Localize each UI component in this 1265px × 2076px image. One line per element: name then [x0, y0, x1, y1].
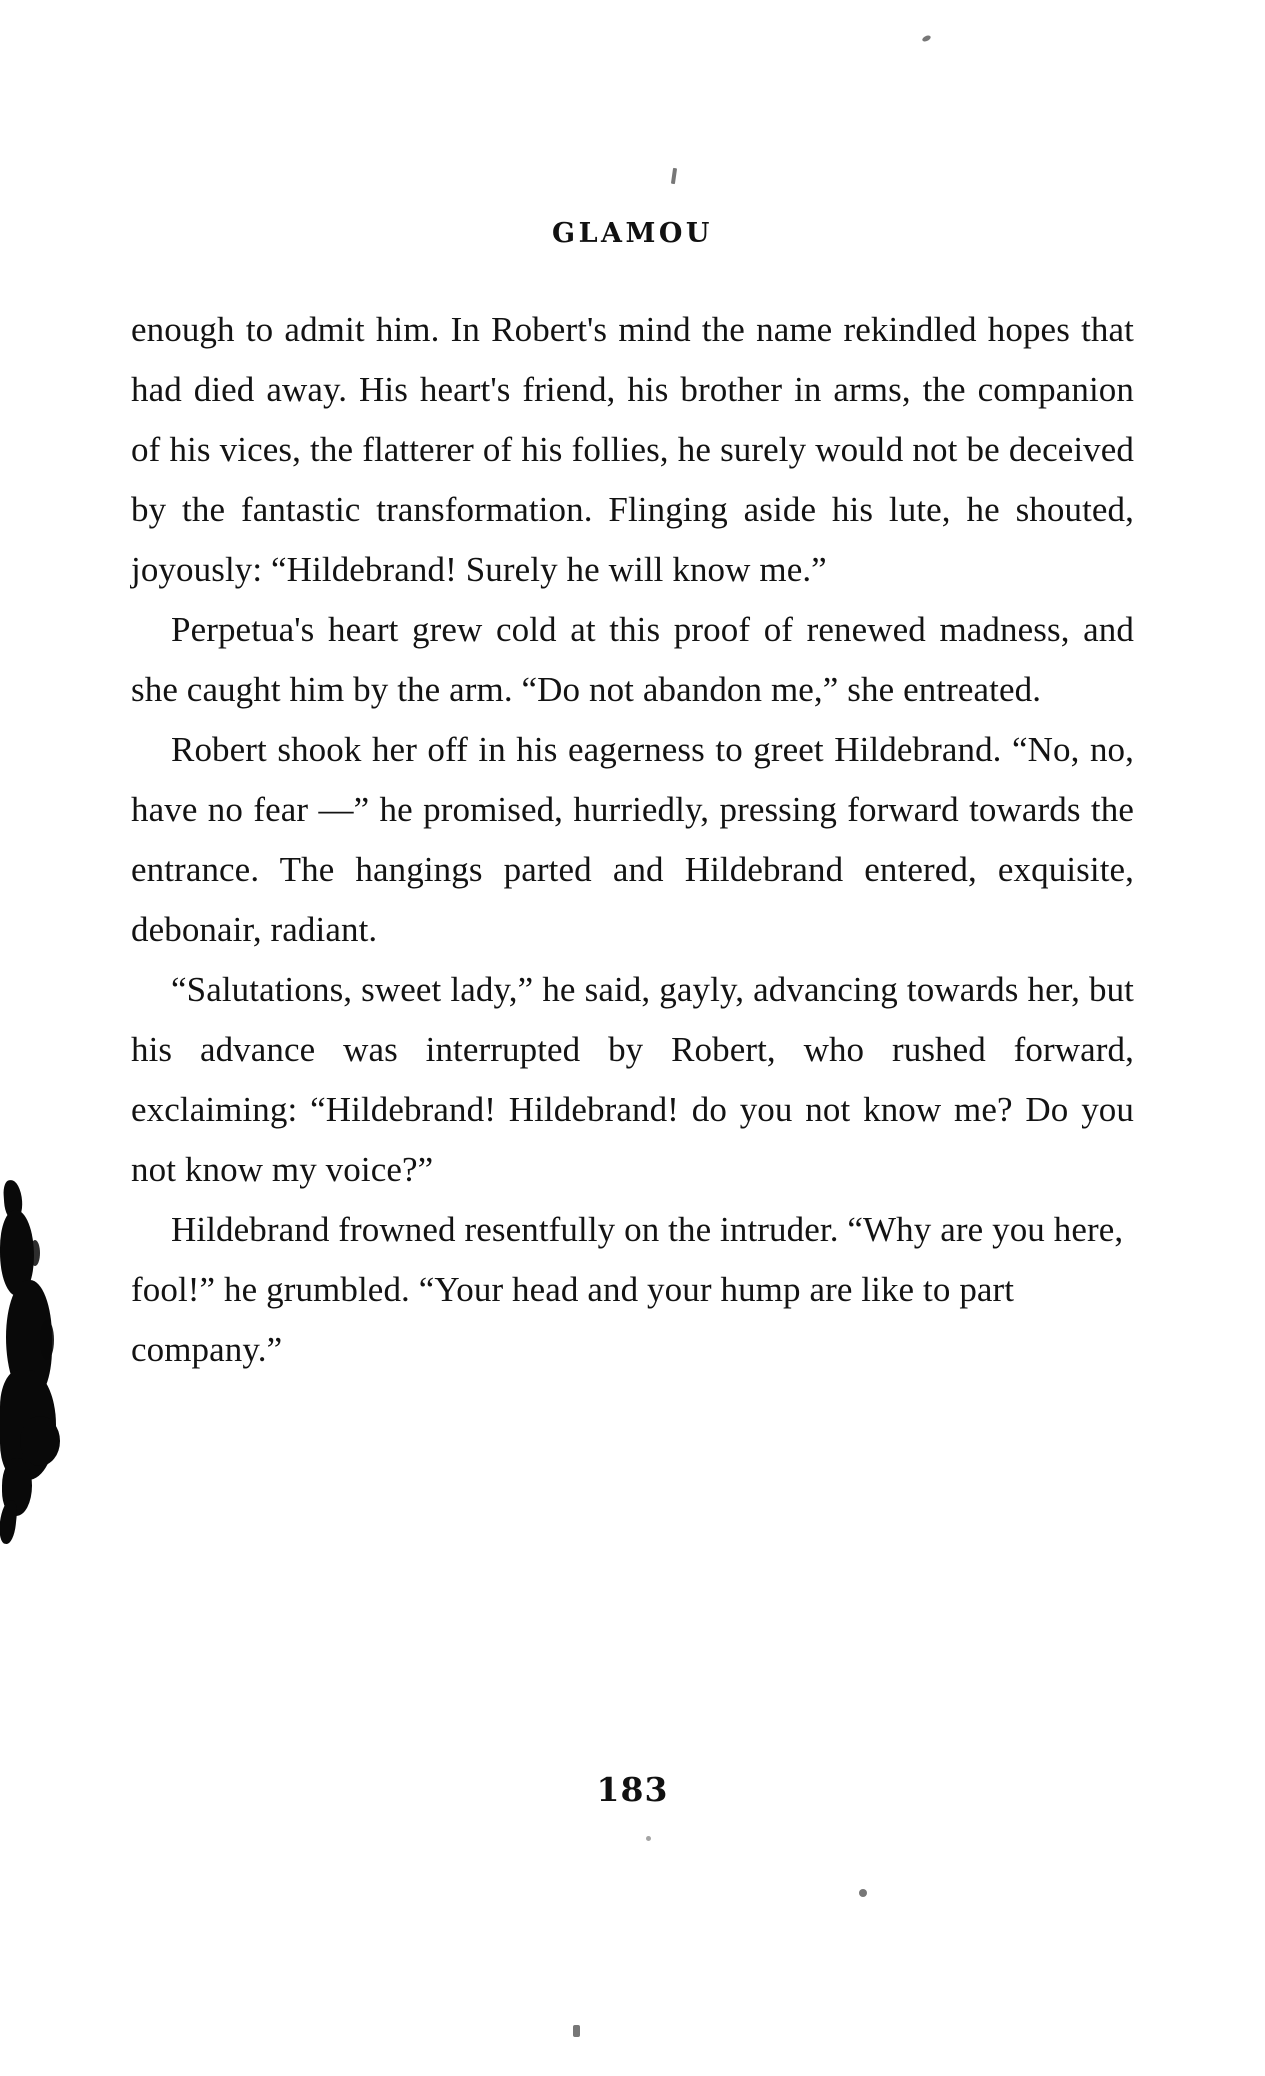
scan-speck-icon [646, 1836, 651, 1841]
scan-speck-icon [859, 1889, 867, 1897]
paragraph: Robert shook her off in his eagerness to greet Hildebrand. “No, no, have no fear —” he promised, hurriedly, pressing forward towards the entrance. The hangings parted and Hildebrand entered, exquisite, debonair, radiant. [131, 730, 1134, 949]
paragraph: “Salutations, sweet lady,” he said, gayly, advancing towards her, but his advance was interrupted by Robert, who rushed forward, exclaiming: “Hildebrand! Hildebrand! do you not know me? Do you not know my voice?” [131, 970, 1134, 1189]
running-head: GLAMOU [552, 218, 713, 249]
scan-speck-icon [573, 2025, 580, 2037]
paragraph: enough to admit him. In Robert's mind the name rekindled hopes that had died away. His heart's friend, his brother in arms, the companion of his vices, the flatterer of his follies, he surely would not be deceived by the fantastic transformation. Flinging aside his lute, he shouted, joyously: “Hildebrand! Surely he will know me.” [131, 310, 1134, 589]
scan-speck-icon [671, 168, 677, 184]
paragraph: Hildebrand frowned resentfully on the intruder. “Why are you here, fool!” he grumbled. “Your head and your hump are like to part company.” [131, 1210, 1124, 1369]
paragraph: Perpetua's heart grew cold at this proof of renewed madness, and she caught him by the arm. “Do not abandon me,” she entreated. [131, 610, 1134, 709]
ink-blotch [0, 1180, 66, 1540]
page-number: 183 [596, 1770, 669, 1809]
body-text [131, 300, 1134, 1380]
scan-speck-icon [921, 34, 931, 42]
